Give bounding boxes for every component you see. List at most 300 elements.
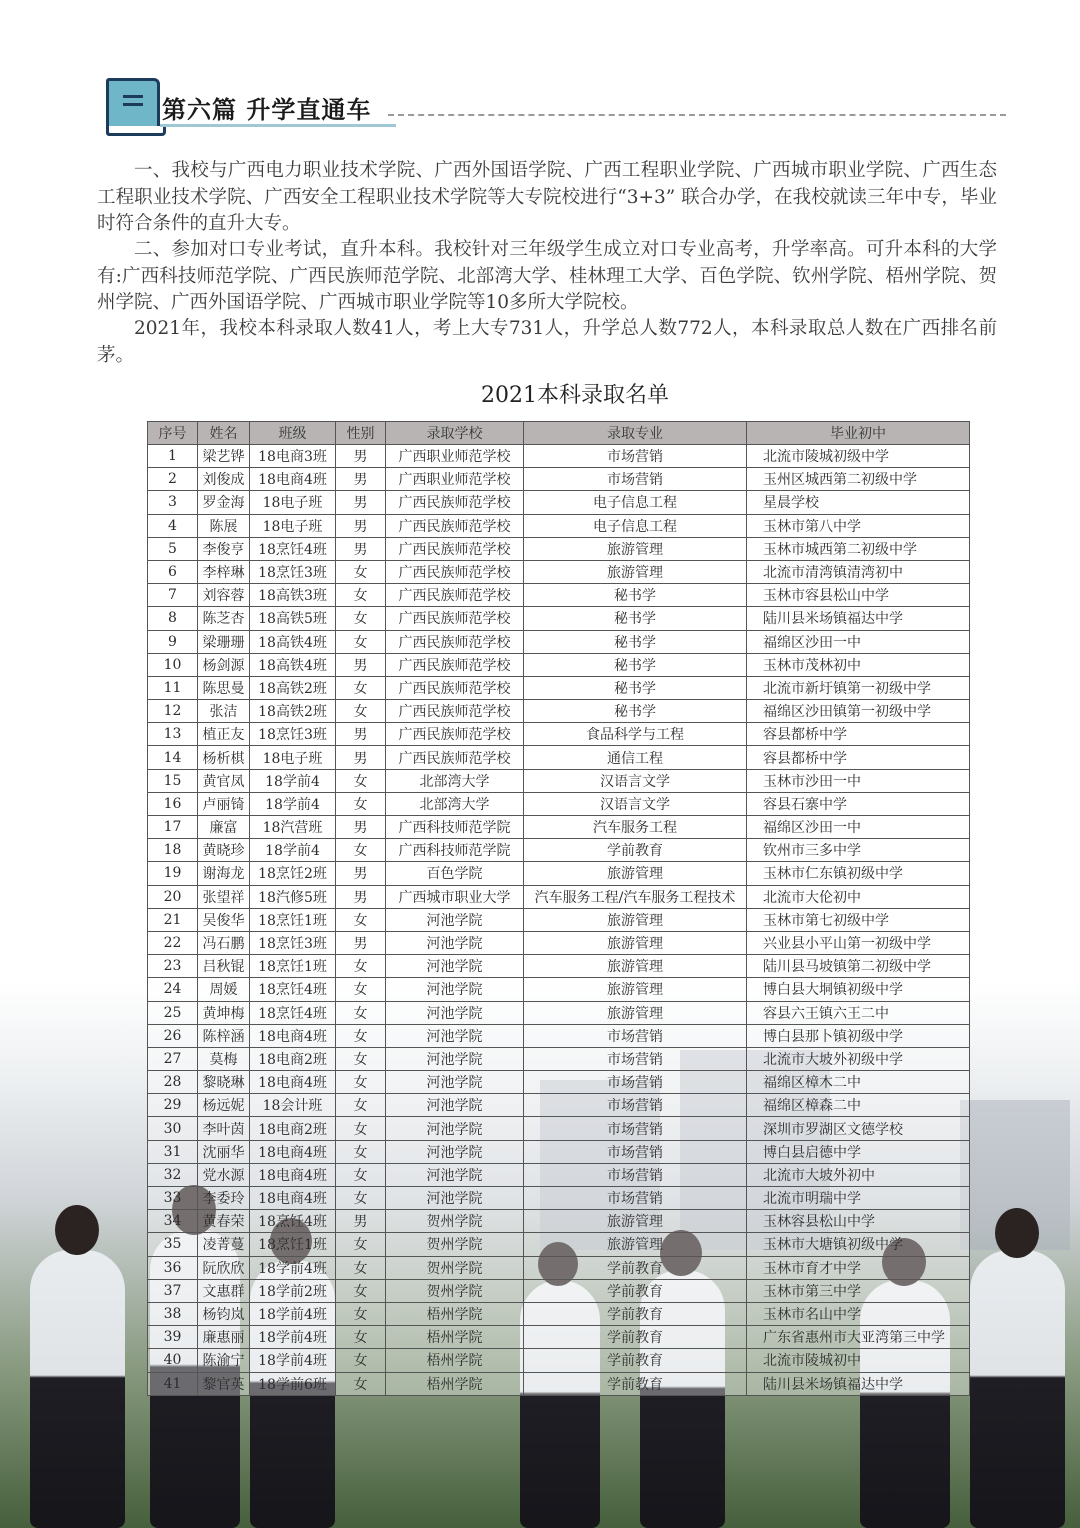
row-number-cell: 23	[148, 955, 198, 978]
gender-cell: 男	[336, 514, 386, 537]
junior-high-cell: 深圳市罗湖区文德学校	[747, 1117, 970, 1140]
class-name-cell: 18学前4班	[250, 1349, 336, 1372]
class-name-cell: 18电商2班	[250, 1047, 336, 1070]
gender-cell: 女	[336, 1233, 386, 1256]
admitted-school-cell: 河池学院	[386, 931, 524, 954]
student-name-cell: 凌菁蔓	[198, 1233, 250, 1256]
row-number-cell: 18	[148, 839, 198, 862]
column-header: 毕业初中	[747, 422, 970, 445]
table-row	[148, 560, 970, 583]
row-number-cell: 29	[148, 1094, 198, 1117]
table-title: 2021本科录取名单	[481, 383, 669, 408]
table-row	[148, 1326, 970, 1349]
student-name-cell: 张望祥	[198, 885, 250, 908]
row-number-cell: 36	[148, 1256, 198, 1279]
class-name-cell: 18学前4班	[250, 1326, 336, 1349]
student-name-cell: 卢丽锜	[198, 792, 250, 815]
junior-high-cell: 玉林市第八中学	[747, 514, 970, 537]
row-number-cell: 30	[148, 1117, 198, 1140]
admitted-major-cell: 学前教育	[524, 1326, 747, 1349]
admitted-school-cell: 广西科技师范学院	[386, 839, 524, 862]
row-number-cell: 3	[148, 491, 198, 514]
junior-high-cell: 陆川县米场镇福达中学	[747, 1372, 970, 1395]
admitted-major-cell: 市场营销	[524, 1117, 747, 1140]
admitted-school-cell: 河池学院	[386, 955, 524, 978]
gender-cell: 女	[336, 839, 386, 862]
gender-cell: 女	[336, 1187, 386, 1210]
table-header-row	[148, 422, 970, 445]
row-number-cell: 15	[148, 769, 198, 792]
row-number-cell: 11	[148, 676, 198, 699]
student-name-cell: 黄坤梅	[198, 1001, 250, 1024]
student-name-cell: 阮欣欣	[198, 1256, 250, 1279]
class-name-cell: 18烹饪4班	[250, 1001, 336, 1024]
student-name-cell: 黎晓琳	[198, 1071, 250, 1094]
student-name-cell: 陈梓涵	[198, 1024, 250, 1047]
row-number-cell: 28	[148, 1071, 198, 1094]
class-name-cell: 18会计班	[250, 1094, 336, 1117]
table-row	[148, 723, 970, 746]
table-row	[148, 885, 970, 908]
table-row	[148, 955, 970, 978]
table-row	[148, 1001, 970, 1024]
admitted-major-cell: 通信工程	[524, 746, 747, 769]
class-name-cell: 18高铁4班	[250, 630, 336, 653]
admitted-major-cell: 秘书学	[524, 653, 747, 676]
gender-cell: 女	[336, 1117, 386, 1140]
gender-cell: 女	[336, 700, 386, 723]
junior-high-cell: 北流市新圩镇第一初级中学	[747, 676, 970, 699]
admitted-major-cell: 旅游管理	[524, 1233, 747, 1256]
gender-cell: 女	[336, 1024, 386, 1047]
admitted-major-cell: 学前教育	[524, 1302, 747, 1325]
gender-cell: 男	[336, 468, 386, 491]
junior-high-cell: 福绵区樟森二中	[747, 1094, 970, 1117]
gender-cell: 女	[336, 630, 386, 653]
class-name-cell: 18电商3班	[250, 445, 336, 468]
student-name-cell: 张洁	[198, 700, 250, 723]
table-row	[148, 908, 970, 931]
student-name-cell: 黎官英	[198, 1372, 250, 1395]
row-number-cell: 2	[148, 468, 198, 491]
admitted-school-cell: 贺州学院	[386, 1210, 524, 1233]
class-name-cell: 18电商4班	[250, 1187, 336, 1210]
section-title: 第六篇 升学直通车	[162, 96, 372, 124]
class-name-cell: 18学前4班	[250, 1302, 336, 1325]
admitted-major-cell: 秘书学	[524, 607, 747, 630]
junior-high-cell: 容县石寨中学	[747, 792, 970, 815]
gender-cell: 女	[336, 584, 386, 607]
admitted-major-cell: 旅游管理	[524, 862, 747, 885]
gender-cell: 男	[336, 931, 386, 954]
table-row	[148, 1187, 970, 1210]
admitted-school-cell: 广西民族师范学校	[386, 723, 524, 746]
table-row	[148, 1047, 970, 1070]
admitted-school-cell: 梧州学院	[386, 1349, 524, 1372]
table-row	[148, 1372, 970, 1395]
gender-cell: 女	[336, 1140, 386, 1163]
admitted-school-cell: 广西民族师范学校	[386, 537, 524, 560]
class-name-cell: 18学前4	[250, 792, 336, 815]
table-row	[148, 607, 970, 630]
row-number-cell: 14	[148, 746, 198, 769]
student-name-cell: 黄晓珍	[198, 839, 250, 862]
admitted-major-cell: 学前教育	[524, 1349, 747, 1372]
admitted-major-cell: 旅游管理	[524, 931, 747, 954]
row-number-cell: 12	[148, 700, 198, 723]
column-header: 录取专业	[524, 422, 747, 445]
junior-high-cell: 容县都桥中学	[747, 723, 970, 746]
admitted-school-cell: 贺州学院	[386, 1256, 524, 1279]
row-number-cell: 26	[148, 1024, 198, 1047]
gender-cell: 女	[336, 1279, 386, 1302]
column-header: 姓名	[198, 422, 250, 445]
student-name-cell: 沈丽华	[198, 1140, 250, 1163]
intro-paragraph-3: 2021年，我校本科录取人数41人，考上大专731人，升学总人数772人，本科录取总人数在广西排名前茅。	[97, 318, 997, 366]
student-name-cell: 谢海龙	[198, 862, 250, 885]
gender-cell: 女	[336, 955, 386, 978]
admitted-major-cell: 秘书学	[524, 700, 747, 723]
table-row	[148, 931, 970, 954]
admitted-school-cell: 广西民族师范学校	[386, 607, 524, 630]
admitted-school-cell: 河池学院	[386, 1071, 524, 1094]
row-number-cell: 16	[148, 792, 198, 815]
student-name-cell: 杨远妮	[198, 1094, 250, 1117]
admitted-school-cell: 河池学院	[386, 1187, 524, 1210]
class-name-cell: 18高铁4班	[250, 653, 336, 676]
table-row	[148, 676, 970, 699]
section-header	[100, 78, 1010, 134]
row-number-cell: 21	[148, 908, 198, 931]
admitted-major-cell: 学前教育	[524, 1256, 747, 1279]
junior-high-cell: 玉林市茂林初中	[747, 653, 970, 676]
table-row	[148, 1349, 970, 1372]
row-number-cell: 24	[148, 978, 198, 1001]
class-name-cell: 18高铁2班	[250, 700, 336, 723]
row-number-cell: 41	[148, 1372, 198, 1395]
admitted-major-cell: 市场营销	[524, 445, 747, 468]
junior-high-cell: 玉林市名山中学	[747, 1302, 970, 1325]
row-number-cell: 1	[148, 445, 198, 468]
gender-cell: 男	[336, 445, 386, 468]
student-name-cell: 李叶茵	[198, 1117, 250, 1140]
class-name-cell: 18烹饪4班	[250, 1210, 336, 1233]
student-name-cell: 杨析棋	[198, 746, 250, 769]
gender-cell: 女	[336, 1349, 386, 1372]
class-name-cell: 18烹饪4班	[250, 537, 336, 560]
table-row	[148, 1233, 970, 1256]
gender-cell: 女	[336, 607, 386, 630]
admitted-major-cell: 秘书学	[524, 584, 747, 607]
gender-cell: 男	[336, 537, 386, 560]
student-name-cell: 李梓琳	[198, 560, 250, 583]
table-row	[148, 746, 970, 769]
row-number-cell: 34	[148, 1210, 198, 1233]
admitted-school-cell: 广西民族师范学校	[386, 560, 524, 583]
admitted-major-cell: 市场营销	[524, 1094, 747, 1117]
admitted-major-cell: 市场营销	[524, 1047, 747, 1070]
junior-high-cell: 北流市大坡外初中	[747, 1163, 970, 1186]
junior-high-cell: 北流市陵城初级中学	[747, 445, 970, 468]
student-name-cell: 陈渝宁	[198, 1349, 250, 1372]
junior-high-cell: 福绵区樟木二中	[747, 1071, 970, 1094]
gender-cell: 女	[336, 1047, 386, 1070]
student-name-cell: 杨剑源	[198, 653, 250, 676]
table-row	[148, 1279, 970, 1302]
student-name-cell: 吴俊华	[198, 908, 250, 931]
gender-cell: 女	[336, 1163, 386, 1186]
admitted-major-cell: 市场营销	[524, 1071, 747, 1094]
table-row	[148, 1117, 970, 1140]
class-name-cell: 18烹饪1班	[250, 1233, 336, 1256]
admitted-major-cell: 市场营销	[524, 1140, 747, 1163]
class-name-cell: 18烹饪3班	[250, 723, 336, 746]
class-name-cell: 18电商2班	[250, 1117, 336, 1140]
class-name-cell: 18高铁3班	[250, 584, 336, 607]
admitted-school-cell: 广西民族师范学校	[386, 676, 524, 699]
intro-paragraph-2: 二、参加对口专业考试，直升本科。我校针对三年级学生成立对口专业高考，升学率高。可升本科的大学有:广西科技师范学院、广西民族师范学院、北部湾大学、桂林理工大学、百色学院、钦州学院、梧州学院、贺州学院、广西外国语学院、广西城市职业学院等10多所大学院校。	[97, 239, 997, 313]
admitted-major-cell: 食品科学与工程	[524, 723, 747, 746]
row-number-cell: 9	[148, 630, 198, 653]
admitted-school-cell: 梧州学院	[386, 1326, 524, 1349]
row-number-cell: 38	[148, 1302, 198, 1325]
junior-high-cell: 陆川县米场镇福达中学	[747, 607, 970, 630]
junior-high-cell: 福绵区沙田一中	[747, 630, 970, 653]
gender-cell: 女	[336, 1256, 386, 1279]
admitted-school-cell: 梧州学院	[386, 1302, 524, 1325]
junior-high-cell: 玉林市沙田一中	[747, 769, 970, 792]
student-name-cell: 廉富	[198, 816, 250, 839]
column-header: 班级	[250, 422, 336, 445]
admitted-major-cell: 汉语言文学	[524, 769, 747, 792]
junior-high-cell: 玉林市仁东镇初级中学	[747, 862, 970, 885]
student-name-cell: 罗金海	[198, 491, 250, 514]
admitted-school-cell: 广西民族师范学校	[386, 630, 524, 653]
admitted-school-cell: 广西民族师范学校	[386, 700, 524, 723]
junior-high-cell: 北流市大坡外初级中学	[747, 1047, 970, 1070]
row-number-cell: 32	[148, 1163, 198, 1186]
admitted-major-cell: 学前教育	[524, 839, 747, 862]
admitted-school-cell: 北部湾大学	[386, 792, 524, 815]
gender-cell: 男	[336, 653, 386, 676]
student-name-cell: 黄春荣	[198, 1210, 250, 1233]
gender-cell: 女	[336, 1326, 386, 1349]
student-name-cell: 杨钧岚	[198, 1302, 250, 1325]
admitted-school-cell: 广西民族师范学校	[386, 491, 524, 514]
gender-cell: 男	[336, 1210, 386, 1233]
admitted-major-cell: 汉语言文学	[524, 792, 747, 815]
admitted-school-cell: 河池学院	[386, 1163, 524, 1186]
junior-high-cell: 福绵区沙田一中	[747, 816, 970, 839]
admitted-major-cell: 市场营销	[524, 1163, 747, 1186]
admitted-major-cell: 汽车服务工程/汽车服务工程技术	[524, 885, 747, 908]
header-divider	[388, 114, 1006, 116]
admitted-school-cell: 广西民族师范学校	[386, 584, 524, 607]
table-row	[148, 700, 970, 723]
admitted-major-cell: 旅游管理	[524, 1210, 747, 1233]
admitted-major-cell: 旅游管理	[524, 560, 747, 583]
class-name-cell: 18电商4班	[250, 1024, 336, 1047]
gender-cell: 女	[336, 978, 386, 1001]
row-number-cell: 17	[148, 816, 198, 839]
junior-high-cell: 玉林市大塘镇初级中学	[747, 1233, 970, 1256]
admitted-school-cell: 贺州学院	[386, 1233, 524, 1256]
book-icon	[106, 78, 160, 136]
junior-high-cell: 玉林市育才中学	[747, 1256, 970, 1279]
junior-high-cell: 玉林市容县松山中学	[747, 584, 970, 607]
class-name-cell: 18电子班	[250, 491, 336, 514]
admitted-major-cell: 学前教育	[524, 1372, 747, 1395]
admitted-school-cell: 北部湾大学	[386, 769, 524, 792]
junior-high-cell: 博白县那卜镇初级中学	[747, 1024, 970, 1047]
junior-high-cell: 玉林市第三中学	[747, 1279, 970, 1302]
table-row	[148, 1024, 970, 1047]
admitted-major-cell: 市场营销	[524, 1187, 747, 1210]
gender-cell: 男	[336, 862, 386, 885]
gender-cell: 男	[336, 723, 386, 746]
student-name-cell: 莫梅	[198, 1047, 250, 1070]
table-row	[148, 1140, 970, 1163]
admitted-school-cell: 广西民族师范学校	[386, 746, 524, 769]
junior-high-cell: 容县都桥中学	[747, 746, 970, 769]
class-name-cell: 18烹饪2班	[250, 862, 336, 885]
junior-high-cell: 钦州市三多中学	[747, 839, 970, 862]
admitted-school-cell: 广西民族师范学校	[386, 653, 524, 676]
class-name-cell: 18烹饪4班	[250, 978, 336, 1001]
student-name-cell: 陈芝杏	[198, 607, 250, 630]
table-row	[148, 769, 970, 792]
junior-high-cell: 容县六王镇六王二中	[747, 1001, 970, 1024]
gender-cell: 女	[336, 1372, 386, 1395]
class-name-cell: 18电子班	[250, 746, 336, 769]
admitted-major-cell: 旅游管理	[524, 537, 747, 560]
gender-cell: 女	[336, 1071, 386, 1094]
class-name-cell: 18学前2班	[250, 1279, 336, 1302]
class-name-cell: 18烹饪3班	[250, 560, 336, 583]
admitted-school-cell: 河池学院	[386, 908, 524, 931]
gender-cell: 女	[336, 792, 386, 815]
admitted-school-cell: 百色学院	[386, 862, 524, 885]
table-row	[148, 1302, 970, 1325]
admitted-school-cell: 广西科技师范学院	[386, 816, 524, 839]
row-number-cell: 39	[148, 1326, 198, 1349]
table-row	[148, 839, 970, 862]
row-number-cell: 40	[148, 1349, 198, 1372]
row-number-cell: 31	[148, 1140, 198, 1163]
student-name-cell: 文惠群	[198, 1279, 250, 1302]
table-row	[148, 862, 970, 885]
class-name-cell: 18学前4班	[250, 1256, 336, 1279]
junior-high-cell: 北流市大伦初中	[747, 885, 970, 908]
gender-cell: 男	[336, 746, 386, 769]
junior-high-cell: 玉林容县松山中学	[747, 1210, 970, 1233]
class-name-cell: 18电子班	[250, 514, 336, 537]
table-row	[148, 491, 970, 514]
gender-cell: 女	[336, 1001, 386, 1024]
row-number-cell: 13	[148, 723, 198, 746]
table-row	[148, 584, 970, 607]
student-name-cell: 党水源	[198, 1163, 250, 1186]
gender-cell: 男	[336, 816, 386, 839]
student-name-cell: 黄官凤	[198, 769, 250, 792]
junior-high-cell: 陆川县马坡镇第二初级中学	[747, 955, 970, 978]
junior-high-cell: 星晨学校	[747, 491, 970, 514]
table-row	[148, 445, 970, 468]
student-name-cell: 刘俊成	[198, 468, 250, 491]
student-name-cell: 吕秋锟	[198, 955, 250, 978]
student-name-cell: 梁艺铧	[198, 445, 250, 468]
student-name-cell: 陈展	[198, 514, 250, 537]
row-number-cell: 4	[148, 514, 198, 537]
class-name-cell: 18高铁5班	[250, 607, 336, 630]
gender-cell: 女	[336, 769, 386, 792]
admitted-major-cell: 秘书学	[524, 676, 747, 699]
student-name-cell: 冯石鹏	[198, 931, 250, 954]
junior-high-cell: 博白县大垌镇初级中学	[747, 978, 970, 1001]
table-row	[148, 1071, 970, 1094]
admitted-school-cell: 梧州学院	[386, 1372, 524, 1395]
gender-cell: 女	[336, 1094, 386, 1117]
admitted-major-cell: 旅游管理	[524, 908, 747, 931]
student-name-cell: 梁珊珊	[198, 630, 250, 653]
row-number-cell: 10	[148, 653, 198, 676]
class-name-cell: 18烹饪3班	[250, 931, 336, 954]
junior-high-cell: 福绵区沙田镇第一初级中学	[747, 700, 970, 723]
admitted-school-cell: 河池学院	[386, 1047, 524, 1070]
junior-high-cell: 广东省惠州市大亚湾第三中学	[747, 1326, 970, 1349]
student-name-cell: 李委玲	[198, 1187, 250, 1210]
class-name-cell: 18汽营班	[250, 816, 336, 839]
admitted-school-cell: 河池学院	[386, 1024, 524, 1047]
gender-cell: 女	[336, 560, 386, 583]
admitted-school-cell: 河池学院	[386, 1140, 524, 1163]
student-name-cell: 廉惠丽	[198, 1326, 250, 1349]
row-number-cell: 7	[148, 584, 198, 607]
column-header: 序号	[148, 422, 198, 445]
admitted-major-cell: 市场营销	[524, 468, 747, 491]
class-name-cell: 18烹饪1班	[250, 908, 336, 931]
row-number-cell: 35	[148, 1233, 198, 1256]
row-number-cell: 25	[148, 1001, 198, 1024]
admitted-major-cell: 电子信息工程	[524, 514, 747, 537]
gender-cell: 男	[336, 491, 386, 514]
table-row	[148, 1256, 970, 1279]
junior-high-cell: 玉林市城西第二初级中学	[747, 537, 970, 560]
admitted-school-cell: 广西职业师范学校	[386, 468, 524, 491]
junior-high-cell: 玉林市第七初级中学	[747, 908, 970, 931]
row-number-cell: 8	[148, 607, 198, 630]
student-name-cell: 植正友	[198, 723, 250, 746]
row-number-cell: 5	[148, 537, 198, 560]
admission-table	[147, 421, 970, 1396]
gender-cell: 女	[336, 908, 386, 931]
class-name-cell: 18电商4班	[250, 1140, 336, 1163]
row-number-cell: 37	[148, 1279, 198, 1302]
row-number-cell: 33	[148, 1187, 198, 1210]
gender-cell: 男	[336, 885, 386, 908]
table-row	[148, 1094, 970, 1117]
table-row	[148, 792, 970, 815]
admitted-major-cell: 旅游管理	[524, 978, 747, 1001]
admitted-major-cell: 电子信息工程	[524, 491, 747, 514]
column-header: 录取学校	[386, 422, 524, 445]
admitted-school-cell: 广西城市职业大学	[386, 885, 524, 908]
table-row	[148, 1210, 970, 1233]
class-name-cell: 18学前4	[250, 839, 336, 862]
table-row	[148, 978, 970, 1001]
student-name-cell: 陈思曼	[198, 676, 250, 699]
row-number-cell: 20	[148, 885, 198, 908]
